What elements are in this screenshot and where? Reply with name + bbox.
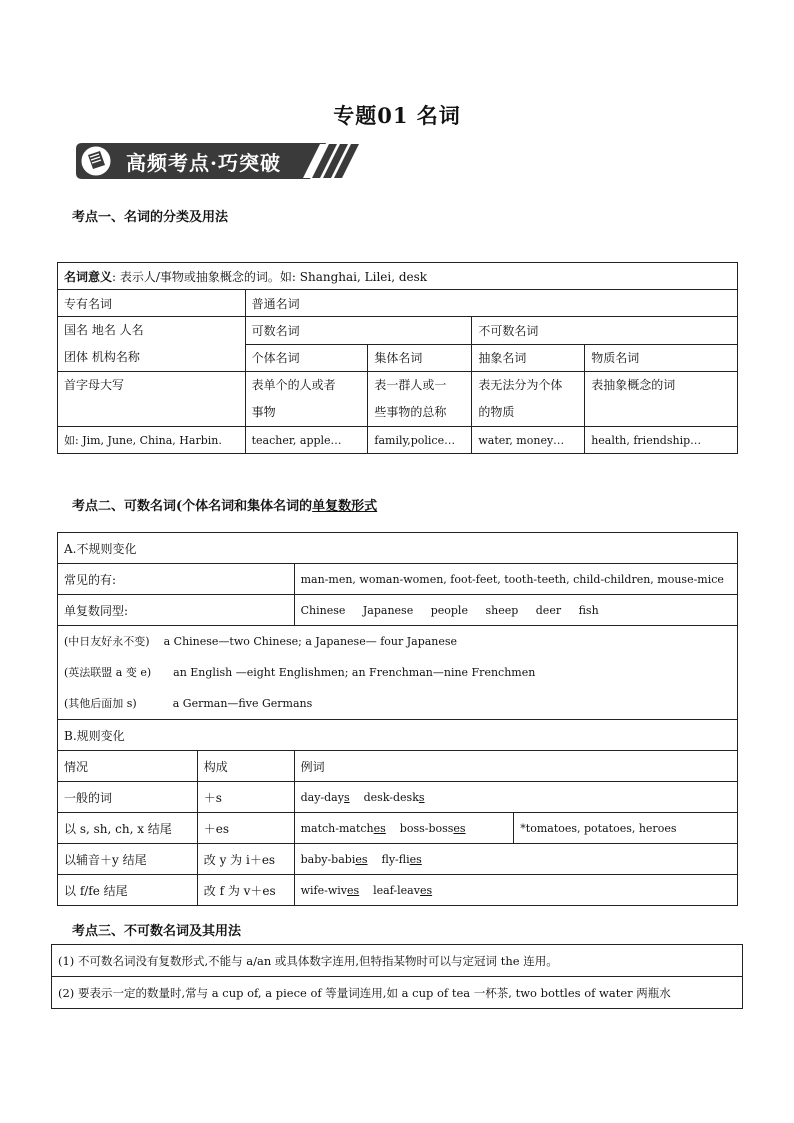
section-heading-3: 考点三、不可数名词及其用法 [72, 924, 242, 939]
same-form-words: Chinese Japanese people sheep deer fish [294, 595, 737, 626]
irregular-header: A.不规则变化 [58, 533, 738, 564]
individual-example-words: teacher, apple… [245, 427, 368, 454]
individual-noun-header: 个体名词 [245, 344, 368, 372]
collective-desc: 表一群人或一 些事物的总称 [368, 372, 472, 427]
regular-header: B.规则变化 [58, 720, 738, 751]
rule-sibilant-form: ＋es [197, 813, 294, 844]
rule-f-fe-form: 改 f 为 v＋es [197, 875, 294, 906]
material-desc: 表抽象概念的词 [585, 372, 738, 427]
irregular-rules: (中日友好永不变) a Chinese—two Chinese; a Japanese— four Japanese (英法联盟 a 变 e) an English —eight Englishmen; an Frenchman—nine Frenchmen (其他后面加 s) a German—five Germans [58, 626, 738, 720]
proper-noun-examples: 国名 地名 人名 团体 机构名称 [58, 317, 246, 372]
abstract-noun-header: 抽象名词 [472, 344, 585, 372]
rule-consonant-y-case: 以辅音＋y 结尾 [58, 844, 198, 875]
section-heading-1: 考点一、名词的分类及用法 [72, 210, 229, 225]
abstract-example-words: water, money… [472, 427, 585, 454]
rule-sibilant-note: *tomatoes, potatoes, heroes [514, 813, 738, 844]
rule-consonant-y-examples: baby-babies fly-flies [294, 844, 737, 875]
section-banner [74, 141, 364, 181]
countable-header: 可数名词 [245, 317, 472, 345]
material-noun-header: 物质名词 [585, 344, 738, 372]
case-column-header: 情况 [58, 751, 198, 782]
capital-rule: 首字母大写 [58, 372, 246, 427]
noun-classification-table [57, 262, 738, 454]
rule-sibilant-examples: match-matches boss-bosses [294, 813, 514, 844]
section-heading-2: 考点二、可数名词(个体名词和集体名词的单复数形式 [72, 499, 378, 514]
form-column-header: 构成 [197, 751, 294, 782]
abstract-desc: 表无法分为个体 的物质 [472, 372, 585, 427]
common-irregular-label: 常见的有: [58, 564, 295, 595]
rule-sibilant-case: 以 s, sh, ch, x 结尾 [58, 813, 198, 844]
rule-general-case: 一般的词 [58, 782, 198, 813]
rule-consonant-y-form: 改 y 为 i＋es [197, 844, 294, 875]
same-form-label: 单复数同型: [58, 595, 295, 626]
rule-f-fe-case: 以 f/fe 结尾 [58, 875, 198, 906]
collective-noun-header: 集体名词 [368, 344, 472, 372]
individual-desc: 表单个的人或者 事物 [245, 372, 368, 427]
rule-general-examples: day-days desk-desks [294, 782, 737, 813]
common-noun-header: 普通名词 [245, 290, 737, 317]
rule-general-form: ＋s [197, 782, 294, 813]
uncountable-usage-table [51, 944, 743, 1009]
rule-f-fe-examples: wife-wives leaf-leaves [294, 875, 737, 906]
page-title: 专题01 名词 [333, 103, 461, 128]
plural-forms-table [57, 532, 738, 906]
banner-title: 高频考点·巧突破 [126, 151, 281, 175]
common-irregular-value: man-men, woman-women, foot-feet, tooth-teeth, child-children, mouse-mice [294, 564, 737, 595]
uncountable-rule-2: (2) 要表示一定的数量时,常与 a cup of, a piece of 等量词连用,如 a cup of tea 一杯茶, two bottles of water 两瓶水 [52, 977, 743, 1009]
collective-example-words: family,police… [368, 427, 472, 454]
example-column-header: 例词 [294, 751, 737, 782]
noun-meaning-cell: 名词意义: 表示人/事物或抽象概念的词。如: Shanghai, Lilei, desk [58, 263, 738, 290]
proper-example-words: 如: Jim, June, China, Harbin. [58, 427, 246, 454]
material-example-words: health, friendship… [585, 427, 738, 454]
proper-noun-header: 专有名词 [58, 290, 246, 317]
uncountable-rule-1: (1) 不可数名词没有复数形式,不能与 a/an 或具体数字连用,但特指某物时可以与定冠词 the 连用。 [52, 945, 743, 977]
uncountable-header: 不可数名词 [472, 317, 738, 345]
